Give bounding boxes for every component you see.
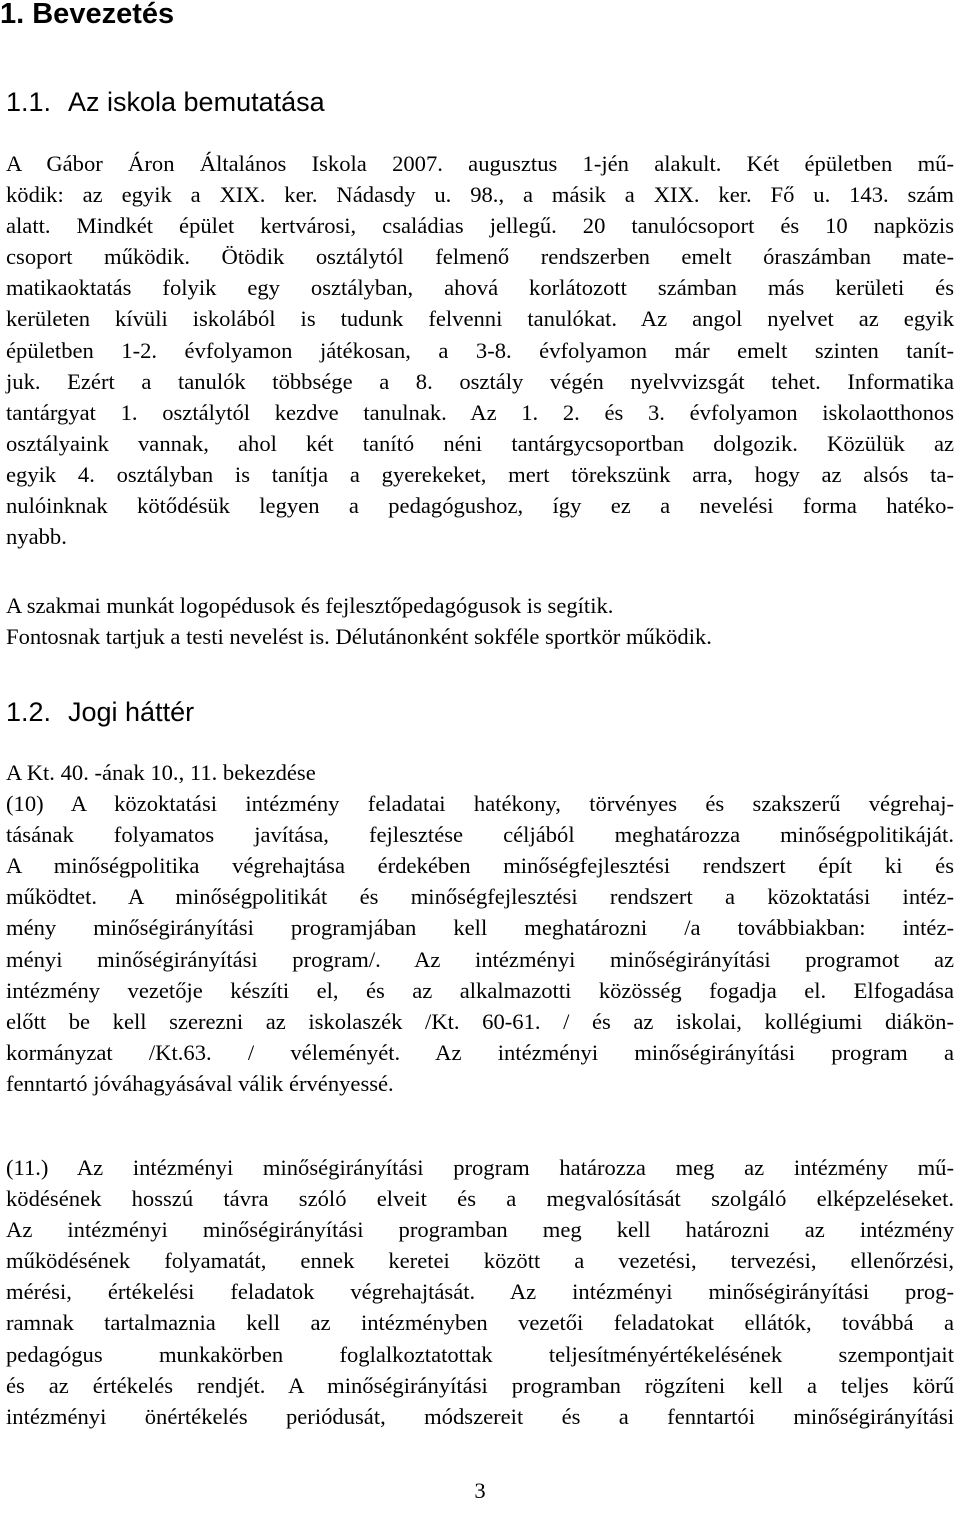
text-line: tantárgyat 1. osztálytól kezdve tanulnak. Az 1. 2. és 3. évfolyamon iskolaotthonos — [6, 399, 954, 425]
text-line: nulóinknak kötődésük legyen a pedagógushoz, így ez a nevelési forma hatéko- — [6, 493, 954, 519]
text-line: ményi minőségirányítási program/. Az intézményi minőségirányítási programot az — [6, 946, 954, 972]
text-line: A szakmai munkát logopédusok és fejlesztőpedagógusok is segítik. — [6, 593, 614, 618]
text-line: ködésének hosszú távra szóló elveit és a megvalósítását szolgáló elképzeléseket. — [6, 1186, 954, 1212]
text-line: (10) A közoktatási intézmény feladatai hatékony, törvényes és szakszerű végrehaj- — [6, 791, 954, 817]
text-line: juk. Ezért a tanulók többsége a 8. osztály végén nyelvvizsgát tehet. Informatika — [6, 368, 954, 394]
section-heading-legal — [6, 694, 194, 730]
text-line: nyabb. — [6, 524, 67, 550]
text-line: működésének folyamatát, ennek keretei között a vezetési, tervezési, ellenőrzési, — [6, 1248, 954, 1274]
section-title: Jogi háttér — [68, 697, 195, 727]
text-line: matikaoktatás folyik egy osztályban, ahová korlátozott számban más kerületi és — [6, 275, 954, 301]
text-line: ködik: az egyik a XIX. ker. Nádasdy u. 98., a másik a XIX. ker. Fő u. 143. szám — [6, 182, 954, 208]
text-line: Az intézményi minőségirányítási programban meg kell határozni az intézmény — [6, 1217, 954, 1243]
section-number: 1.2. — [6, 697, 52, 727]
text-line: intézmény vezetője készíti el, és az alkalmazotti közösség fogadja el. Elfogadása — [6, 977, 954, 1003]
text-line: épületben 1-2. évfolyamon játékosan, a 3-8. évfolyamon már emelt szinten tanít- — [6, 337, 954, 363]
text-line: egyik 4. osztályban is tanítja a gyerekeket, mert törekszünk arra, hogy az alsós ta- — [6, 461, 954, 487]
text-line: fenntartó jóváhagyásával válik érvényessé. — [6, 1070, 394, 1096]
text-line: Fontosnak tartjuk a testi nevelést is. Délutánonként sokféle sportkör működik. — [6, 624, 712, 650]
text-line: A Kt. 40. -ának 10., 11. bekezdése — [6, 760, 316, 785]
text-line: intézményi önértékelés periódusát, módszereit és a fenntartói minőségirányítási — [6, 1403, 954, 1429]
text-line: alatt. Mindkét épület kertvárosi, családias jellegű. 20 tanulócsoport és 10 napközis — [6, 213, 954, 239]
page-number: 3 — [474, 1478, 486, 1503]
text-line: csoport működik. Ötödik osztálytól felmenő rendszerben emelt óraszámban mate- — [6, 244, 954, 270]
text-line: A Gábor Áron Általános Iskola 2007. augusztus 1-jén alakult. Két épületben mű- — [6, 151, 954, 176]
school-intro-paragraph — [6, 148, 954, 552]
legal-paragraph-10 — [6, 757, 954, 1099]
text-line: mény minőségirányítási programjában kell meghatározni /a továbbiakban: intéz- — [6, 915, 954, 941]
text-line: (11.) Az intézményi minőségirányítási program határozza meg az intézmény mű- — [6, 1155, 954, 1180]
text-line: mérési, értékelési feladatok végrehajtását. Az intézményi minőségirányítási prog- — [6, 1279, 954, 1305]
text-line: működtet. A minőségpolitikát és minőségfejlesztési rendszert a közoktatási intéz- — [6, 884, 954, 910]
text-line: tásának folyamatos javítása, fejlesztése céljából meghatározza minőségpolitikáját. — [6, 822, 954, 848]
text-line: kerületen kívüli iskolából is tudunk felvenni tanulókat. Az angol nyelvet az egyik — [6, 306, 954, 332]
text-line: A minőségpolitika végrehajtása érdekében minőségfejlesztési rendszert épít ki és — [6, 853, 954, 879]
section-number: 1.1. — [6, 87, 52, 117]
text-line: osztályaink vannak, ahol két tanító néni tantárgycsoportban dolgozik. Közülük az — [6, 430, 954, 456]
text-line: kormányzat /Kt.63. / véleményét. Az intézményi minőségirányítási program a — [6, 1039, 954, 1065]
chapter-heading: 1. Bevezetés — [0, 0, 175, 30]
school-support-paragraph — [6, 590, 954, 652]
text-line: előtt be kell szerezni az iskolaszék /Kt. 60-61. / és az iskolai, kollégiumi diákön- — [6, 1008, 954, 1034]
section-title: Az iskola bemutatása — [68, 87, 325, 117]
legal-paragraph-11 — [6, 1152, 954, 1432]
text-line: pedagógus munkakörben foglalkoztatottak teljesítményértékelésének szempontjait — [6, 1341, 954, 1367]
text-line: és az értékelés rendjét. A minőségirányítási programban rögzíteni kell a teljes körű — [6, 1372, 954, 1398]
text-line: ramnak tartalmaznia kell az intézményben vezetői feladatokat ellátók, továbbá a — [6, 1310, 954, 1336]
section-heading-school — [6, 84, 325, 120]
